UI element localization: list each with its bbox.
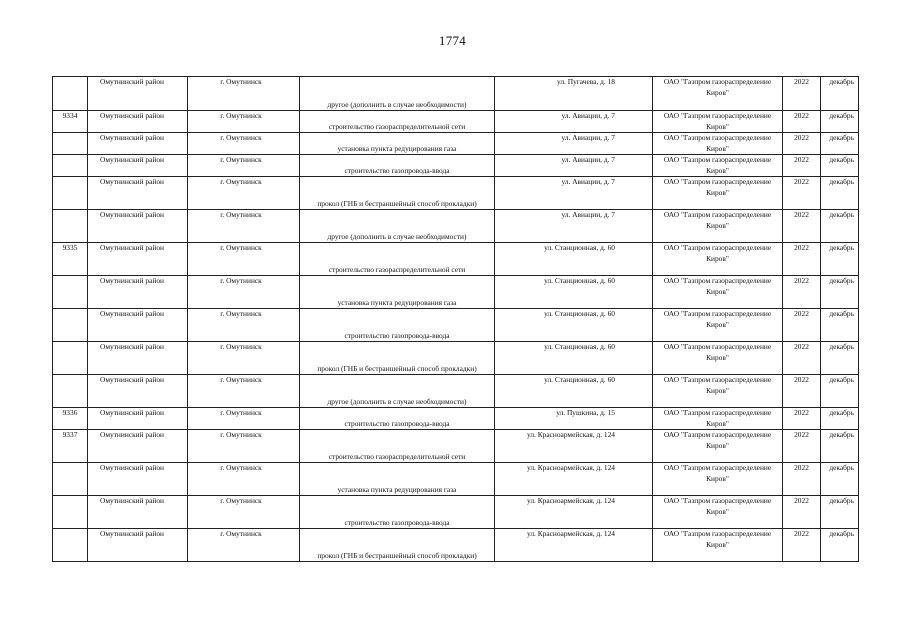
table-row	[53, 243, 859, 276]
row-number-cell: 9336	[53, 408, 88, 430]
owner-cell: ОАО "Газпром газораспределение Киров"	[653, 77, 783, 111]
work-type-cell: другое (дополнить в случае необходимости)	[300, 375, 495, 408]
owner-cell: ОАО "Газпром газораспределение Киров"	[653, 375, 783, 408]
address-cell: ул. Станционная, д. 60	[495, 375, 653, 408]
page-number: 1774	[438, 33, 467, 48]
work-type-cell: прокол (ГНБ и бестраншейный способ прокладки)	[300, 529, 495, 562]
work-type-cell: строительство газопровода-ввода	[300, 309, 495, 342]
work-type-cell: установка пункта редуцирования газа	[300, 276, 495, 309]
owner-cell: ОАО "Газпром газораспределение Киров"	[653, 309, 783, 342]
table-row	[53, 276, 859, 309]
row-number-cell: 9334	[53, 111, 88, 133]
year-cell: 2022	[783, 309, 821, 342]
district-cell: Омутнинский район	[88, 177, 188, 210]
month-cell: декабрь	[821, 496, 859, 529]
address-cell: ул. Станционная, д. 60	[495, 243, 653, 276]
owner-cell: ОАО "Газпром газораспределение Киров"	[653, 496, 783, 529]
district-cell: Омутнинский район	[88, 309, 188, 342]
owner-cell: ОАО "Газпром газораспределение Киров"	[653, 133, 783, 155]
work-type-cell: строительство газопровода-ввода	[300, 408, 495, 430]
city-cell: г. Омутнинск	[188, 463, 300, 496]
year-cell: 2022	[783, 210, 821, 243]
owner-cell: ОАО "Газпром газораспределение Киров"	[653, 342, 783, 375]
row-number-cell	[53, 342, 88, 375]
work-type-cell: строительство газопровода-ввода	[300, 496, 495, 529]
table-row	[53, 463, 859, 496]
table-row	[53, 375, 859, 408]
row-number-cell	[53, 210, 88, 243]
row-number-cell: 9335	[53, 243, 88, 276]
year-cell: 2022	[783, 463, 821, 496]
address-cell: ул. Красноармейская, д. 124	[495, 529, 653, 562]
row-number-cell	[53, 463, 88, 496]
district-cell: Омутнинский район	[88, 133, 188, 155]
year-cell: 2022	[783, 342, 821, 375]
table-row	[53, 430, 859, 463]
address-cell: ул. Авиации, д. 7	[495, 210, 653, 243]
district-cell: Омутнинский район	[88, 375, 188, 408]
district-cell: Омутнинский район	[88, 210, 188, 243]
address-cell: ул. Красноармейская, д. 124	[495, 463, 653, 496]
year-cell: 2022	[783, 177, 821, 210]
owner-cell: ОАО "Газпром газораспределение Киров"	[653, 276, 783, 309]
address-cell: ул. Авиации, д. 7	[495, 111, 653, 133]
city-cell: г. Омутнинск	[188, 342, 300, 375]
month-cell: декабрь	[821, 243, 859, 276]
work-type-cell: прокол (ГНБ и бестраншейный способ прокладки)	[300, 342, 495, 375]
row-number-cell	[53, 155, 88, 177]
month-cell: декабрь	[821, 529, 859, 562]
row-number-cell	[53, 496, 88, 529]
address-cell: ул. Станционная, д. 60	[495, 276, 653, 309]
month-cell: декабрь	[821, 309, 859, 342]
owner-cell: ОАО "Газпром газораспределение Киров"	[653, 177, 783, 210]
year-cell: 2022	[783, 430, 821, 463]
table-row	[53, 133, 859, 155]
address-cell: ул. Красноармейская, д. 124	[495, 430, 653, 463]
year-cell: 2022	[783, 529, 821, 562]
year-cell: 2022	[783, 77, 821, 111]
month-cell: декабрь	[821, 463, 859, 496]
city-cell: г. Омутнинск	[188, 111, 300, 133]
month-cell: декабрь	[821, 375, 859, 408]
district-cell: Омутнинский район	[88, 111, 188, 133]
address-cell: ул. Пугачева, д. 18	[495, 77, 653, 111]
month-cell: декабрь	[821, 276, 859, 309]
district-cell: Омутнинский район	[88, 529, 188, 562]
city-cell: г. Омутнинск	[188, 529, 300, 562]
gas-works-table	[52, 76, 859, 562]
month-cell: декабрь	[821, 210, 859, 243]
district-cell: Омутнинский район	[88, 77, 188, 111]
row-number-cell	[53, 177, 88, 210]
work-type-cell: строительство газораспределительной сети	[300, 430, 495, 463]
city-cell: г. Омутнинск	[188, 210, 300, 243]
month-cell: декабрь	[821, 77, 859, 111]
year-cell: 2022	[783, 111, 821, 133]
table-row	[53, 77, 859, 111]
month-cell: декабрь	[821, 111, 859, 133]
row-number-cell: 9337	[53, 430, 88, 463]
table-row	[53, 111, 859, 133]
work-type-cell: другое (дополнить в случае необходимости)	[300, 77, 495, 111]
table-row	[53, 309, 859, 342]
work-type-cell: строительство газораспределительной сети	[300, 111, 495, 133]
city-cell: г. Омутнинск	[188, 155, 300, 177]
district-cell: Омутнинский район	[88, 342, 188, 375]
district-cell: Омутнинский район	[88, 463, 188, 496]
year-cell: 2022	[783, 155, 821, 177]
owner-cell: ОАО "Газпром газораспределение Киров"	[653, 408, 783, 430]
work-type-cell: другое (дополнить в случае необходимости)	[300, 210, 495, 243]
row-number-cell	[53, 309, 88, 342]
month-cell: декабрь	[821, 133, 859, 155]
owner-cell: ОАО "Газпром газораспределение Киров"	[653, 430, 783, 463]
owner-cell: ОАО "Газпром газораспределение Киров"	[653, 529, 783, 562]
year-cell: 2022	[783, 408, 821, 430]
table-row	[53, 529, 859, 562]
table-row	[53, 408, 859, 430]
row-number-cell	[53, 77, 88, 111]
city-cell: г. Омутнинск	[188, 408, 300, 430]
address-cell: ул. Авиации, д. 7	[495, 155, 653, 177]
owner-cell: ОАО "Газпром газораспределение Киров"	[653, 210, 783, 243]
address-cell: ул. Станционная, д. 60	[495, 309, 653, 342]
district-cell: Омутнинский район	[88, 430, 188, 463]
city-cell: г. Омутнинск	[188, 177, 300, 210]
owner-cell: ОАО "Газпром газораспределение Киров"	[653, 463, 783, 496]
year-cell: 2022	[783, 243, 821, 276]
table-row	[53, 342, 859, 375]
row-number-cell	[53, 133, 88, 155]
city-cell: г. Омутнинск	[188, 276, 300, 309]
table-row	[53, 496, 859, 529]
year-cell: 2022	[783, 276, 821, 309]
month-cell: декабрь	[821, 177, 859, 210]
month-cell: декабрь	[821, 342, 859, 375]
month-cell: декабрь	[821, 430, 859, 463]
address-cell: ул. Красноармейская, д. 124	[495, 496, 653, 529]
city-cell: г. Омутнинск	[188, 77, 300, 111]
district-cell: Омутнинский район	[88, 408, 188, 430]
work-type-cell: прокол (ГНБ и бестраншейный способ прокладки)	[300, 177, 495, 210]
work-type-cell: установка пункта редуцирования газа	[300, 463, 495, 496]
owner-cell: ОАО "Газпром газораспределение Киров"	[653, 111, 783, 133]
row-number-cell	[53, 529, 88, 562]
table-row	[53, 155, 859, 177]
work-type-cell: установка пункта редуцирования газа	[300, 133, 495, 155]
year-cell: 2022	[783, 375, 821, 408]
city-cell: г. Омутнинск	[188, 133, 300, 155]
table-row	[53, 210, 859, 243]
address-cell: ул. Авиации, д. 7	[495, 133, 653, 155]
district-cell: Омутнинский район	[88, 155, 188, 177]
work-type-cell: строительство газораспределительной сети	[300, 243, 495, 276]
year-cell: 2022	[783, 496, 821, 529]
city-cell: г. Омутнинск	[188, 243, 300, 276]
row-number-cell	[53, 276, 88, 309]
address-cell: ул. Пушкина, д. 15	[495, 408, 653, 430]
table-body	[53, 77, 859, 562]
city-cell: г. Омутнинск	[188, 430, 300, 463]
address-cell: ул. Станционная, д. 60	[495, 342, 653, 375]
owner-cell: ОАО "Газпром газораспределение Киров"	[653, 243, 783, 276]
owner-cell: ОАО "Газпром газораспределение Киров"	[653, 155, 783, 177]
month-cell: декабрь	[821, 155, 859, 177]
city-cell: г. Омутнинск	[188, 496, 300, 529]
city-cell: г. Омутнинск	[188, 375, 300, 408]
year-cell: 2022	[783, 133, 821, 155]
district-cell: Омутнинский район	[88, 243, 188, 276]
district-cell: Омутнинский район	[88, 496, 188, 529]
address-cell: ул. Авиации, д. 7	[495, 177, 653, 210]
month-cell: декабрь	[821, 408, 859, 430]
row-number-cell	[53, 375, 88, 408]
work-type-cell: строительство газопровода-ввода	[300, 155, 495, 177]
table-row	[53, 177, 859, 210]
district-cell: Омутнинский район	[88, 276, 188, 309]
city-cell: г. Омутнинск	[188, 309, 300, 342]
